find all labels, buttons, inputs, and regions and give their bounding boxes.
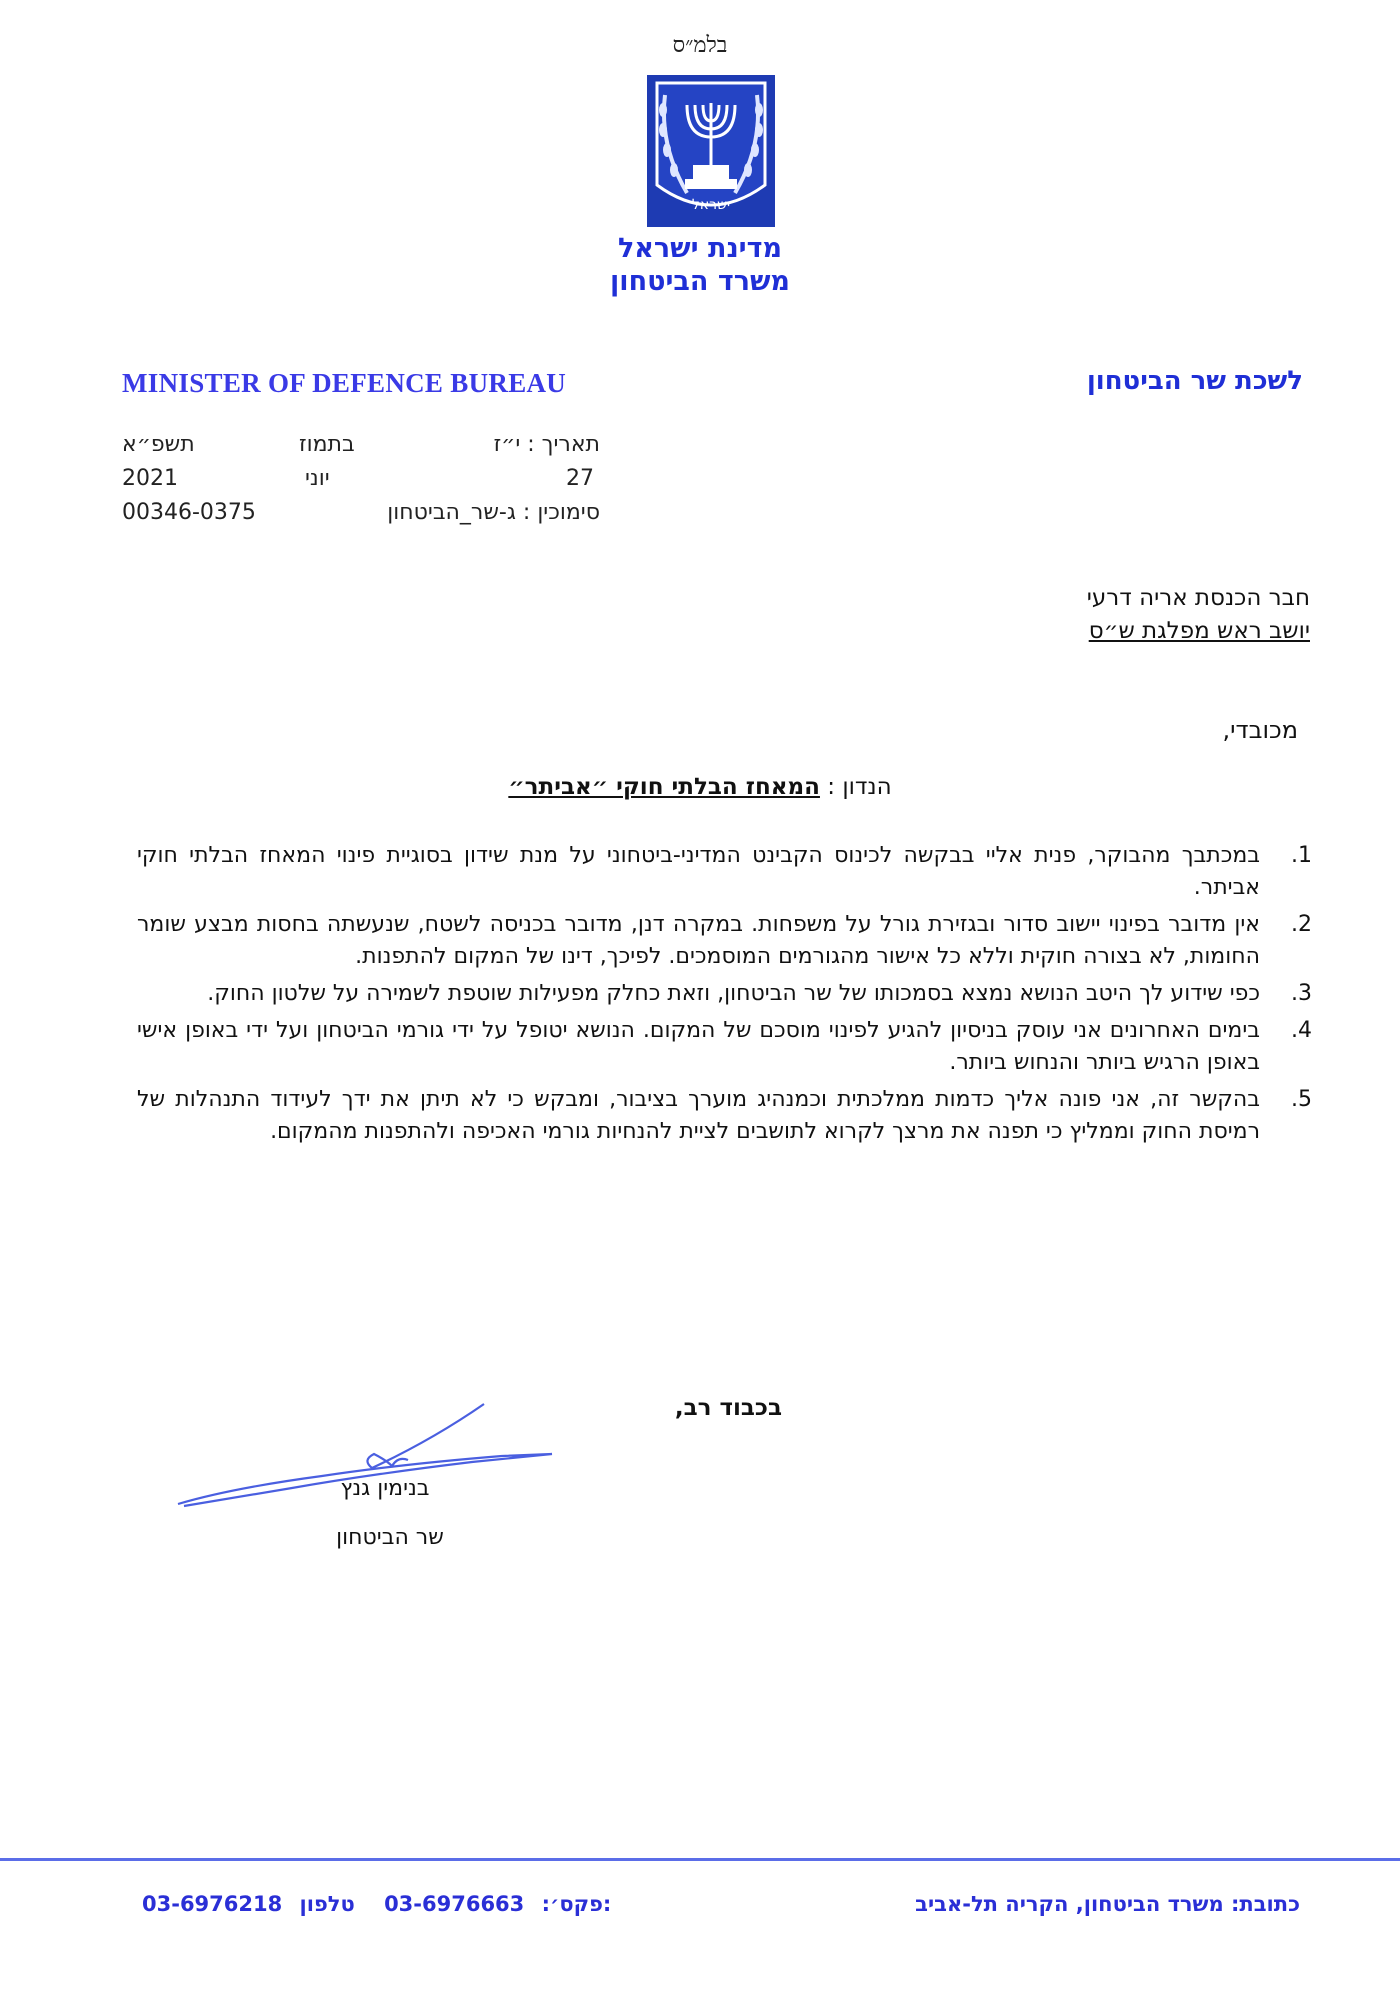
subject-label: הנדון : [827, 774, 892, 800]
phone-number: 03-6976663 [384, 1892, 525, 1916]
ministry-name-line: משרד הביטחון [610, 266, 790, 297]
state-emblem-icon [647, 75, 775, 227]
paragraph [137, 1015, 1312, 1079]
paragraph [137, 909, 1312, 973]
subject-line [0, 774, 1400, 800]
paragraph-text: בהקשר זה, אני פונה אליך כדמות ממלכתית וכמנהיג מוערך בציבור, ומבקש כי לא תיתן את ידך לעידוד התנהלות של רמיסת החוק וממליץ כי תפנה את מרצך לקרוא לתושבים לציית להנחיות גורמי האכיפה ולהתפנות מהמקום. [137, 1087, 1260, 1144]
phone-label: טלפון: [299, 1892, 612, 1916]
recipient-title: יושב ראש מפלגת ש״ס [1088, 618, 1310, 644]
gregorian-year: 2021 [122, 466, 178, 491]
state-name-line: מדינת ישראל [617, 233, 783, 264]
bureau-name-english: MINISTER OF DEFENCE BUREAU [122, 368, 567, 398]
signatory-name: בנימין גנץ [340, 1476, 430, 1501]
date-label: תאריך : י״ז [493, 432, 600, 457]
closing: בכבוד רב, [674, 1395, 782, 1421]
paragraph [137, 840, 1312, 904]
fax-number: 03-6976218 [142, 1892, 283, 1916]
paragraph-text: במכתבך מהבוקר, פנית אליי בבקשה לכינוס הקבינט המדיני-ביטחוני על מנת שידון בסוגיית פינוי המאחז הבלתי חוקי אביתר. [137, 843, 1260, 900]
classification-label: בלמ״ס [672, 33, 728, 58]
reference-label: סימוכין : ג-שר_הביטחון [387, 500, 600, 525]
bureau-name-hebrew: לשכת שר הביטחון [1086, 366, 1303, 396]
paragraph-number: 3. [1291, 981, 1312, 1006]
paragraph-number: 4. [1291, 1018, 1312, 1043]
state-and-ministry-name [0, 232, 1400, 298]
fax-label: פקס׳: [541, 1892, 603, 1916]
gregorian-day: 27 [566, 466, 594, 491]
subject-text: המאחז הבלתי חוקי ״אביתר״ [508, 774, 820, 800]
hebrew-year: תשפ״א [122, 432, 195, 457]
paragraph-number: 5. [1291, 1087, 1312, 1112]
paragraph-number: 1. [1291, 843, 1312, 868]
signatory-title: שר הביטחון [336, 1525, 444, 1550]
paragraph-number: 2. [1291, 912, 1312, 937]
letter-body [137, 840, 1312, 1153]
greeting: מכובדי, [1222, 716, 1298, 744]
footer-contact [142, 1892, 611, 1916]
paragraph-text: כפי שידוע לך היטב הנושא נמצא בסמכותו של שר הביטחון, וזאת כחלק מפעילות שוטפת לשמירה על שלטון החוק. [207, 981, 1260, 1006]
footer-address: כתובת: משרד הביטחון, הקריה תל-אביב [915, 1892, 1300, 1916]
recipient-block [1087, 582, 1310, 648]
svg-text:ישראל: ישראל [691, 197, 731, 213]
reference-number: 00346-0375 [122, 500, 256, 525]
handwritten-signature [172, 1400, 562, 1520]
paragraph [137, 1084, 1312, 1148]
hebrew-month: בתמוז [299, 432, 355, 457]
paragraph-text: בימים האחרונים אני עוסק בניסיון להגיע לפינוי מוסכם של המקום. הנושא יטופל על ידי גורמי הביטחון ועל ידי באופן אישי באופן הרגיש ביותר והנחוש ביותר. [137, 1018, 1260, 1075]
paragraph-text: אין מדובר בפינוי יישוב סדור ובגזירת גורל על משפחות. במקרה דנן, מדובר בכניסה לשטח, שנעשתה בחסות מבצע שומר החומות, לא בצורה חוקית וללא כל אישור מהגורמים המוסמכים. לפיכך, דינו של המקום להתפנות. [137, 912, 1260, 969]
recipient-name: חבר הכנסת אריה דרעי [1086, 585, 1310, 611]
paragraph [137, 978, 1312, 1010]
gregorian-month: יוני [305, 466, 330, 491]
footer-rule [0, 1858, 1400, 1861]
